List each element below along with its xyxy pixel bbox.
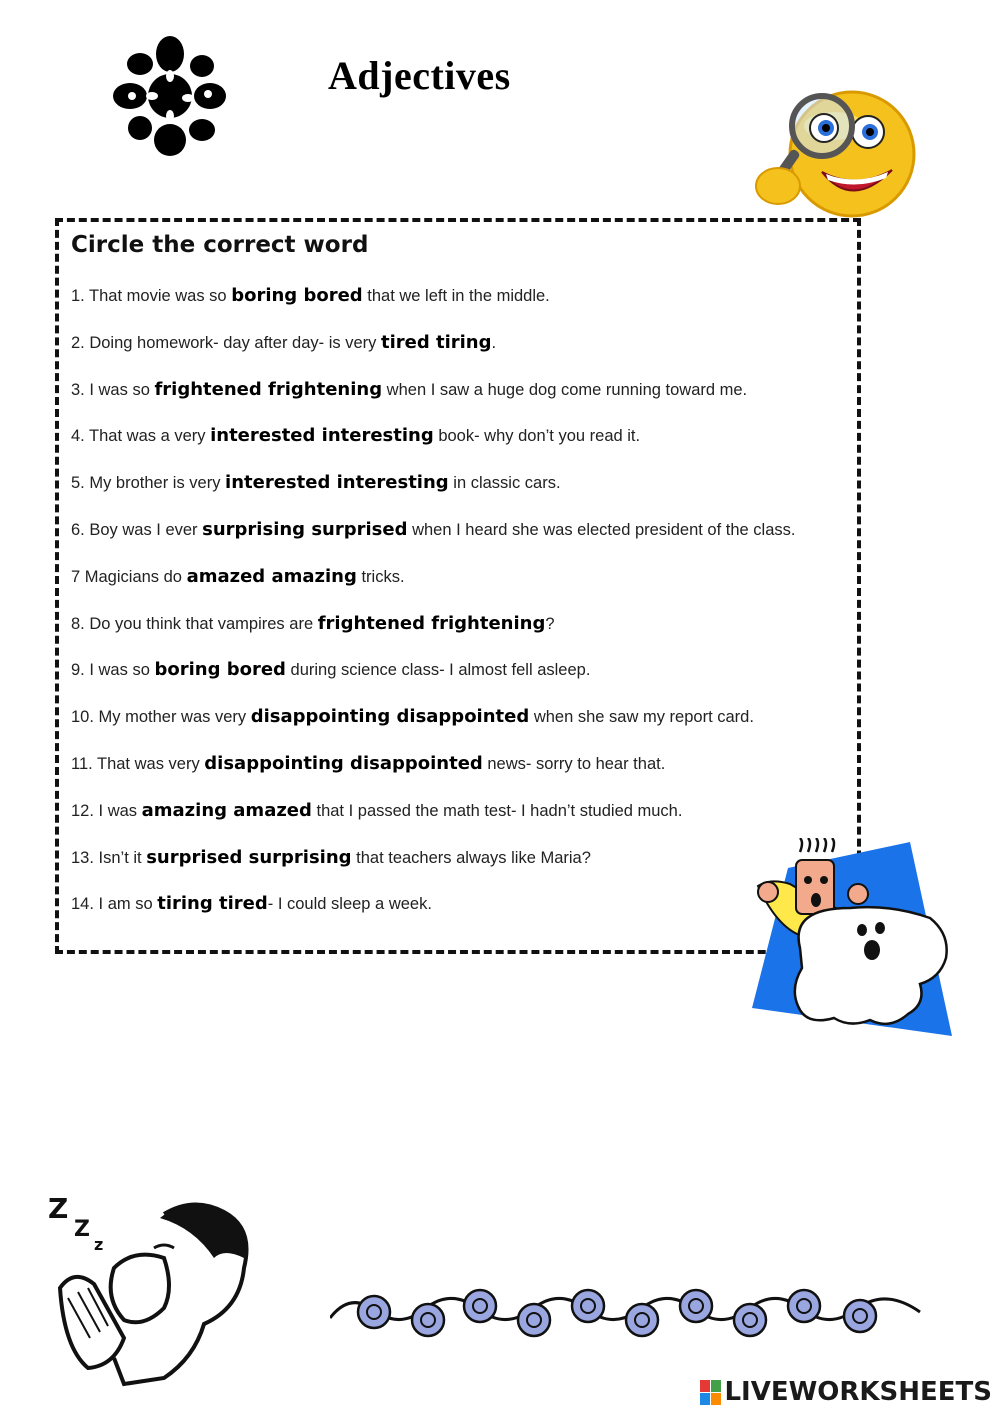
sentence-item	[71, 893, 432, 914]
sentence-before: 8. Do you think that vampires are	[71, 614, 318, 633]
word-choices[interactable]: amazed amazing	[186, 565, 357, 587]
sentence-after: in classic cars.	[448, 474, 561, 493]
sentence-item	[71, 753, 665, 774]
sentence-before: 11. That was very	[71, 755, 205, 773]
sentence-after: when I saw a huge dog come running toward me.	[382, 380, 748, 399]
word-choices[interactable]: boring bored	[231, 285, 363, 306]
sentence-before: 14. I am so	[71, 895, 158, 914]
word-choices[interactable]: frightened frightening	[154, 378, 383, 400]
page-title: Adjectives	[328, 53, 511, 98]
svg-text:Z: Z	[74, 1217, 90, 1242]
magnifying-glass-smiley-icon	[752, 82, 916, 224]
swirl-wave-border-icon	[330, 1282, 924, 1348]
sentence-after: when she saw my report card.	[529, 708, 754, 727]
sentence-item	[71, 425, 640, 446]
sentence-item	[71, 613, 555, 634]
sentence-after: that I passed the math test- I hadn’t studied much.	[311, 801, 683, 820]
liveworksheets-brand[interactable]	[700, 1377, 992, 1407]
word-choices[interactable]: tiring tired	[157, 893, 268, 915]
sentence-item	[71, 472, 561, 493]
sentence-before: 13. Isn’t it	[71, 848, 147, 867]
liveworksheets-logo-icon	[700, 1380, 722, 1406]
word-choices[interactable]: boring bored	[154, 659, 286, 681]
brand-label: LIVEWORKSHEETS	[724, 1377, 992, 1407]
sentence-after: news- sorry to hear that.	[482, 755, 666, 773]
sentence-item	[71, 519, 795, 540]
sentence-after: - I could sleep a week.	[267, 895, 432, 914]
word-choices[interactable]: surprised surprising	[146, 846, 352, 868]
sentence-item	[71, 285, 550, 306]
word-choices[interactable]: interested interesting	[210, 425, 434, 447]
sentence-after: book- why don’t you read it.	[433, 427, 641, 446]
sentence-item	[71, 379, 747, 400]
sentence-after: .	[491, 333, 497, 352]
sentence-before: 3. I was so	[71, 380, 155, 399]
word-choices[interactable]: disappointing disappointed	[250, 706, 530, 728]
word-choices[interactable]: frightened frightening	[317, 612, 546, 634]
yawning-sleepy-man-icon	[44, 1188, 254, 1392]
sentence-after: that teachers always like Maria?	[351, 848, 591, 867]
sentence-before: 1. That movie was so	[71, 287, 232, 305]
sentence-before: 7 Magicians do	[71, 567, 187, 586]
word-choices[interactable]: surprising surprised	[202, 519, 408, 540]
sentence-after: tricks.	[356, 567, 405, 586]
sentence-after: during science class- I almost fell asleep.	[285, 661, 591, 680]
sentence-before: 9. I was so	[71, 661, 155, 680]
instruction-heading: Circle the correct word	[71, 232, 369, 258]
black-splat-flower-icon	[112, 36, 228, 158]
word-choices[interactable]: interested interesting	[225, 472, 449, 494]
svg-text:Z: Z	[48, 1192, 69, 1225]
sentence-item	[71, 800, 682, 821]
svg-text:z: z	[94, 1235, 104, 1254]
ghost-scaring-man-icon	[750, 838, 954, 1042]
sentence-before: 12. I was	[71, 801, 142, 820]
sentence-before: 4. That was a very	[71, 427, 211, 446]
sentence-after: ?	[545, 614, 555, 633]
sentence-before: 5. My brother is very	[71, 474, 226, 493]
sentence-before: 10. My mother was very	[71, 708, 251, 727]
word-choices[interactable]: disappointing disappointed	[204, 753, 483, 774]
sentence-item	[71, 706, 754, 727]
word-choices[interactable]: amazing amazed	[141, 799, 312, 821]
sentence-item	[71, 332, 496, 353]
sentence-after: when I heard she was elected president of the class.	[407, 521, 796, 539]
sentence-after: that we left in the middle.	[362, 287, 550, 305]
sentence-item	[71, 566, 405, 587]
sentence-item	[71, 659, 590, 680]
sentence-item	[71, 847, 591, 868]
sentence-before: 6. Boy was I ever	[71, 521, 203, 539]
sentence-before: 2. Doing homework- day after day- is very	[71, 333, 381, 352]
word-choices[interactable]: tired tiring	[380, 331, 492, 353]
